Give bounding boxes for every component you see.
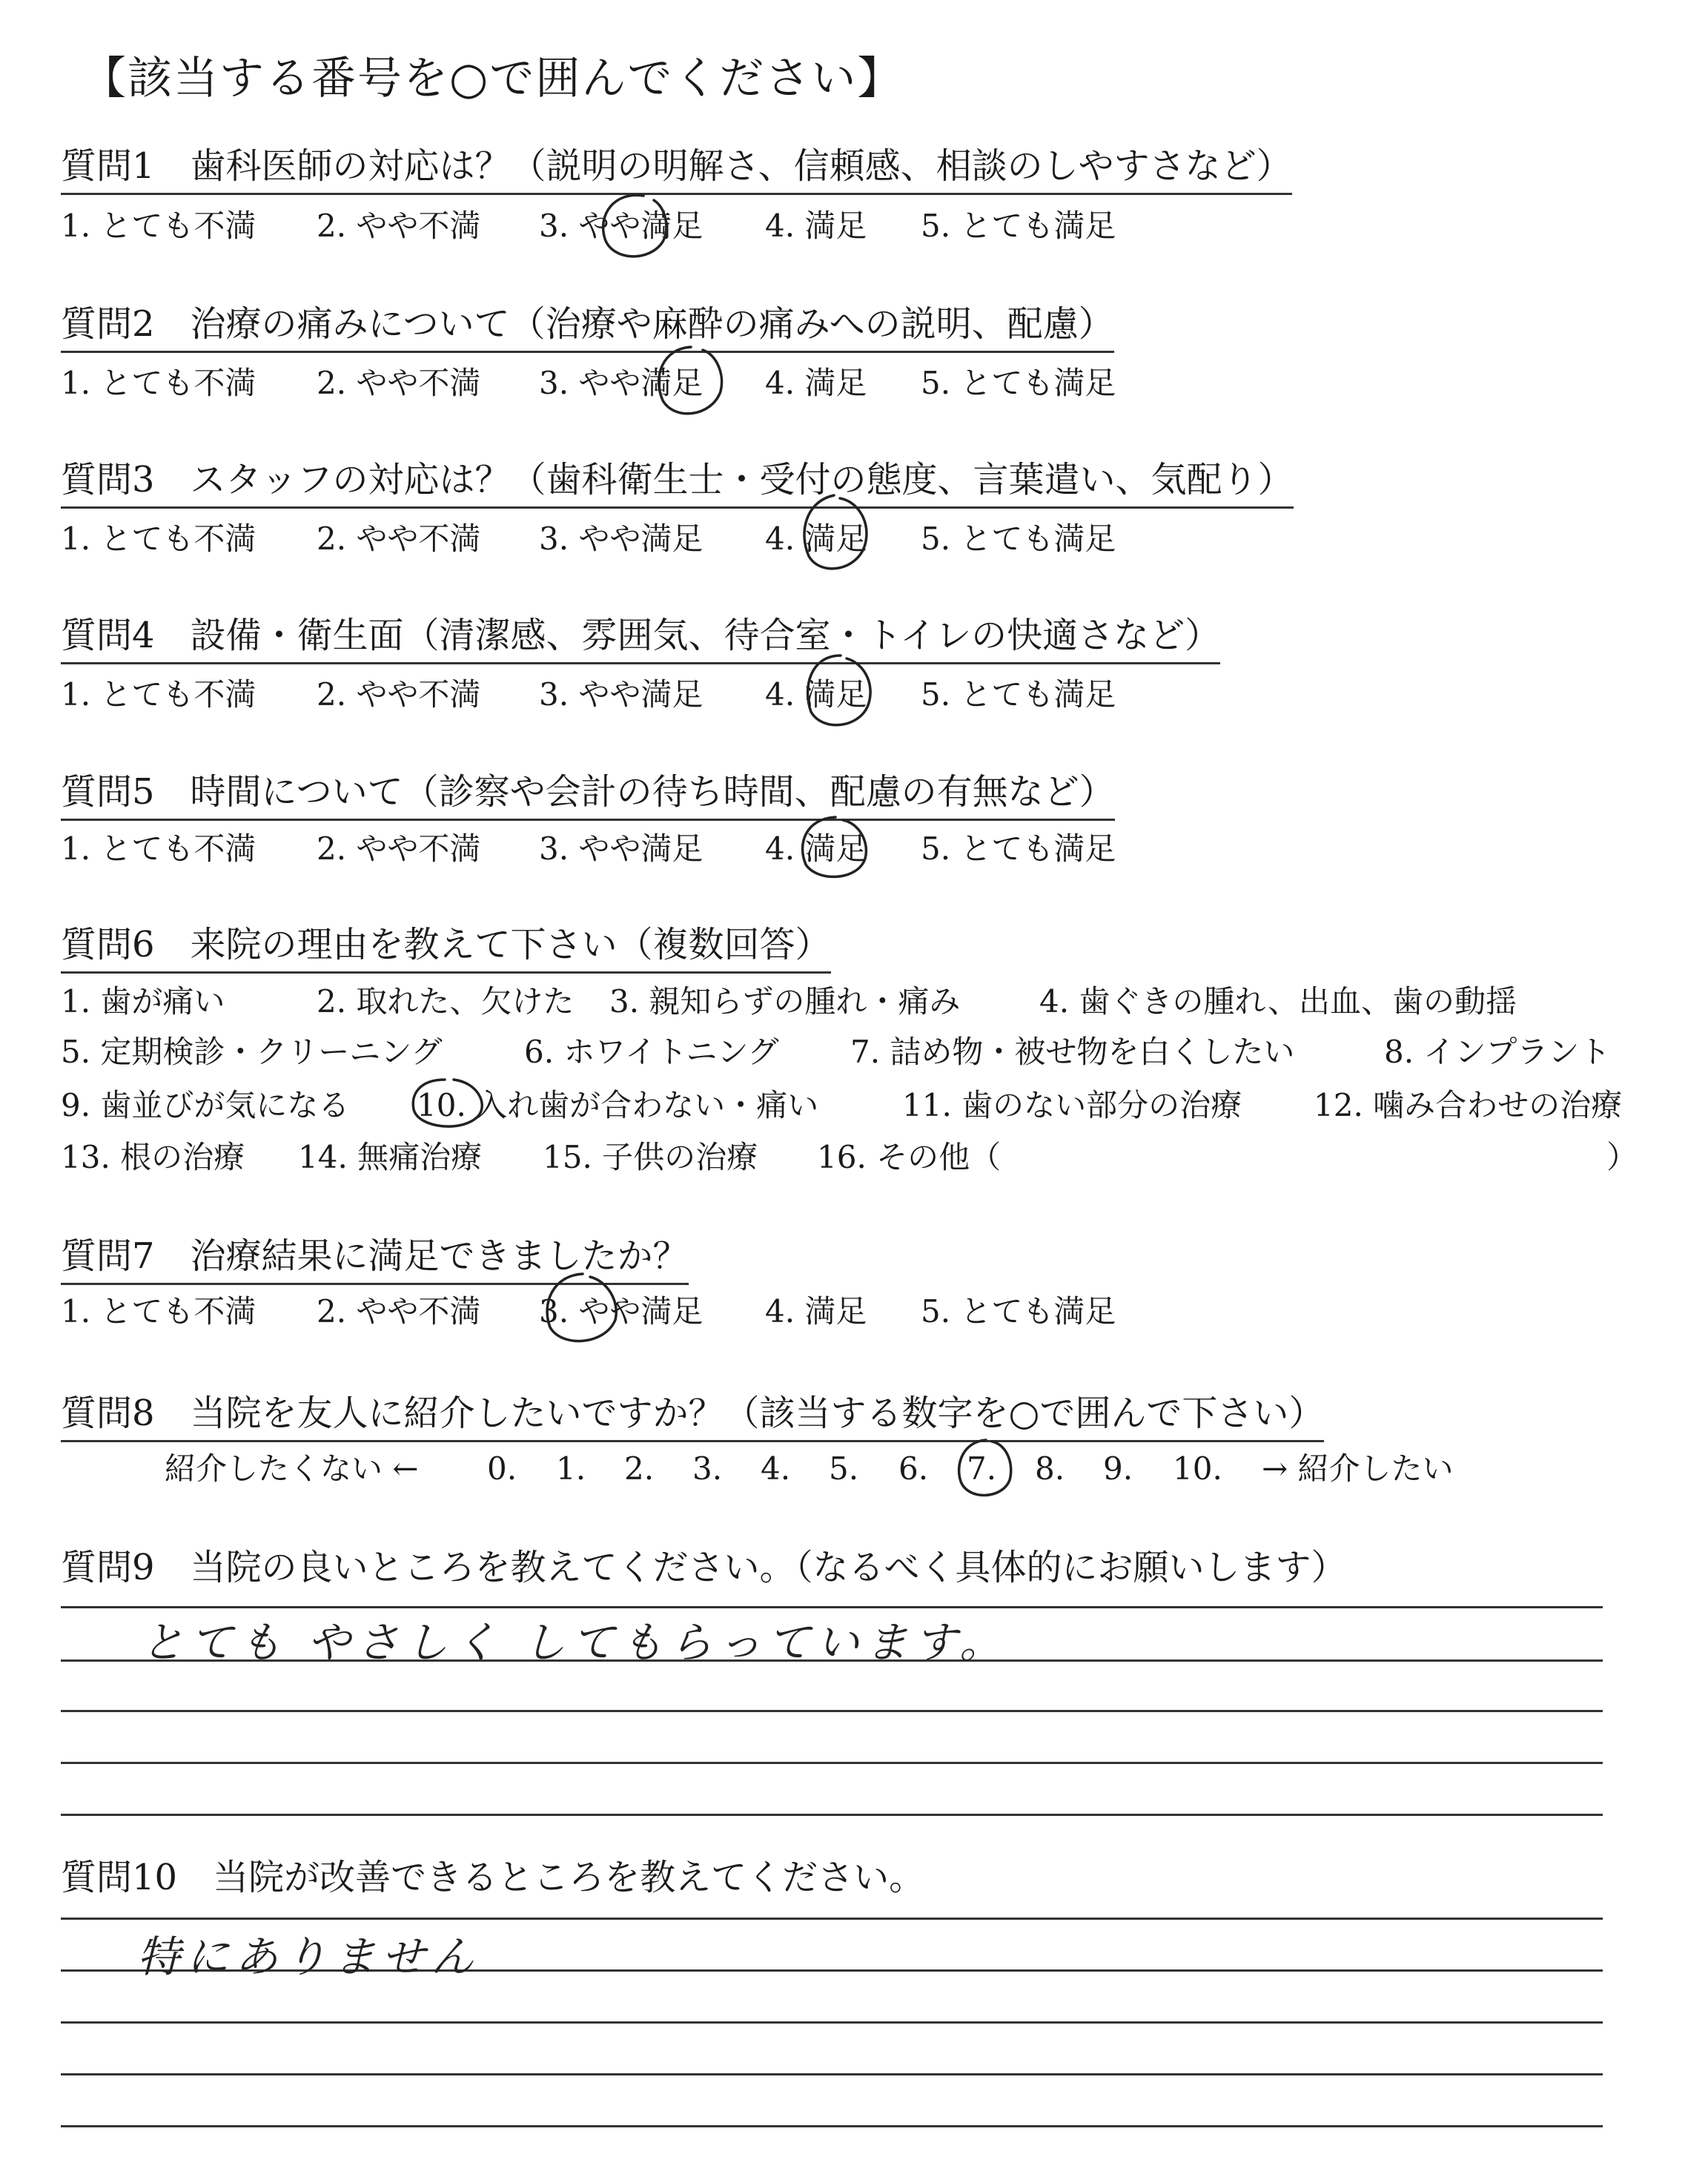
q4-option-3[interactable]: 3. やや満足 xyxy=(539,676,704,713)
q9-answer-line-4 xyxy=(61,1762,1603,1764)
q1-option-5[interactable]: 5. とても満足 xyxy=(921,208,1116,244)
q10-handwritten-answer[interactable]: 特にありません xyxy=(137,1932,480,1982)
q3-option-1[interactable]: 1. とても不満 xyxy=(61,521,256,557)
q10-answer-line-4 xyxy=(61,2073,1603,2075)
question-10-title: 質問10 当院が改善できるところを教えてください。 xyxy=(61,1857,925,1898)
question-9-title: 質問9 当院の良いところを教えてください。（なるべく具体的にお願いします） xyxy=(61,1547,1347,1588)
q6-reason-16[interactable]: 16. その他（ xyxy=(817,1139,1002,1175)
question-5-title: 質問5 時間について（診察や会計の待ち時間、配慮の有無など） xyxy=(61,774,1115,821)
q5-option-3[interactable]: 3. やや満足 xyxy=(539,830,704,867)
q9-answer-line-5 xyxy=(61,1814,1603,1816)
q6-reason-1[interactable]: 1. 歯が痛い xyxy=(61,983,225,1020)
q4-option-1[interactable]: 1. とても不満 xyxy=(61,676,256,713)
question-7-title: 質問7 治療結果に満足できましたか？ xyxy=(61,1238,689,1285)
q6-reason-5[interactable]: 5. 定期検診・クリーニング xyxy=(61,1034,443,1070)
question-8-scale xyxy=(61,1450,1618,1490)
q8-score-8[interactable]: 8. xyxy=(1035,1450,1065,1487)
question-6-title: 質問6 来院の理由を教えて下さい（複数回答） xyxy=(61,927,831,974)
q3-option-5[interactable]: 5. とても満足 xyxy=(921,521,1116,557)
q5-option-2[interactable]: 2. やや不満 xyxy=(317,830,481,867)
q5-option-5[interactable]: 5. とても満足 xyxy=(921,830,1116,867)
q5-option-1[interactable]: 1. とても不満 xyxy=(61,830,256,867)
q1-option-4[interactable]: 4. 満足 xyxy=(765,208,867,244)
q6-reason-14[interactable]: 14. 無痛治療 xyxy=(298,1139,483,1175)
q8-left-label: 紹介したくない ← xyxy=(165,1450,419,1487)
q6-reason-12[interactable]: 12. 噛み合わせの治療 xyxy=(1314,1087,1623,1123)
q4-option-4[interactable]: 4. 満足 xyxy=(765,676,867,713)
q3-option-2[interactable]: 2. やや不満 xyxy=(317,521,481,557)
q8-score-5[interactable]: 5. xyxy=(829,1450,859,1487)
q6-reason-16-close: ） xyxy=(1606,1139,1638,1175)
q6-reason-15[interactable]: 15. 子供の治療 xyxy=(543,1139,758,1175)
q6-reason-4[interactable]: 4. 歯ぐきの腫れ、出血、歯の動揺 xyxy=(1039,983,1517,1020)
q8-score-3[interactable]: 3. xyxy=(692,1450,723,1487)
q3-option-4[interactable]: 4. 満足 xyxy=(765,521,867,557)
q6-reason-7[interactable]: 7. 詰め物・被せ物を白くしたい xyxy=(850,1034,1295,1070)
q8-score-6[interactable]: 6. xyxy=(898,1450,929,1487)
q6-reason-13[interactable]: 13. 根の治療 xyxy=(61,1139,245,1175)
q2-option-3[interactable]: 3. やや満足 xyxy=(539,365,704,401)
question-2-title: 質問2 治療の痛みについて（治療や麻酔の痛みへの説明、配慮） xyxy=(61,306,1114,353)
q4-option-5[interactable]: 5. とても満足 xyxy=(921,676,1116,713)
q2-option-5[interactable]: 5. とても満足 xyxy=(921,365,1116,401)
q6-reason-6[interactable]: 6. ホワイトニング xyxy=(524,1034,779,1070)
question-1-title: 質問1 歯科医師の対応は？（説明の明解さ、信頼感、相談のしやすさなど） xyxy=(61,148,1292,195)
q6-reason-9[interactable]: 9. 歯並びが気になる xyxy=(61,1087,350,1123)
q10-answer-line-5 xyxy=(61,2125,1603,2127)
q9-handwritten-answer[interactable]: とても やさしく してもらっています。 xyxy=(141,1617,1009,1668)
q3-option-3[interactable]: 3. やや満足 xyxy=(539,521,704,557)
q8-score-1[interactable]: 1. xyxy=(556,1450,586,1487)
q7-option-5[interactable]: 5. とても満足 xyxy=(921,1293,1116,1330)
form-heading: 【該当する番号を○で囲んでください】 xyxy=(82,53,904,105)
q10-answer-line-3 xyxy=(61,2021,1603,2024)
q6-reason-8[interactable]: 8. インプラント xyxy=(1384,1034,1611,1070)
q2-option-1[interactable]: 1. とても不満 xyxy=(61,365,256,401)
question-8-title: 質問8 当院を友人に紹介したいですか？（該当する数字を○で囲んで下さい） xyxy=(61,1396,1324,1442)
q9-answer-line-3 xyxy=(61,1710,1603,1712)
question-4-title: 質問4 設備・衛生面（清潔感、雰囲気、待合室・トイレの快適さなど） xyxy=(61,618,1220,664)
q6-reason-10[interactable]: 10. 入れ歯が合わない・痛い xyxy=(417,1087,819,1123)
q2-option-4[interactable]: 4. 満足 xyxy=(765,365,867,401)
q1-option-1[interactable]: 1. とても不満 xyxy=(61,208,256,244)
q10-answer-line-1 xyxy=(61,1918,1603,1920)
q8-right-label: → 紹介したい xyxy=(1262,1450,1454,1487)
q5-option-4[interactable]: 4. 満足 xyxy=(765,830,867,867)
q2-option-2[interactable]: 2. やや不満 xyxy=(317,365,481,401)
q6-reason-2[interactable]: 2. 取れた、欠けた xyxy=(317,983,575,1020)
q1-option-3[interactable]: 3. やや満足 xyxy=(539,208,704,244)
q7-option-1[interactable]: 1. とても不満 xyxy=(61,1293,256,1330)
q8-score-10[interactable]: 10. xyxy=(1173,1450,1222,1487)
q6-reason-3[interactable]: 3. 親知らずの腫れ・痛み xyxy=(609,983,961,1020)
q7-option-3[interactable]: 3. やや満足 xyxy=(539,1293,704,1330)
q8-score-2[interactable]: 2. xyxy=(624,1450,655,1487)
question-3-title: 質問3 スタッフの対応は？（歯科衛生士・受付の態度、言葉遣い、気配り） xyxy=(61,462,1294,509)
q1-option-2[interactable]: 2. やや不満 xyxy=(317,208,481,244)
q4-option-2[interactable]: 2. やや不満 xyxy=(317,676,481,713)
q6-reason-11[interactable]: 11. 歯のない部分の治療 xyxy=(902,1087,1242,1123)
q7-option-4[interactable]: 4. 満足 xyxy=(765,1293,867,1330)
q8-score-7[interactable]: 7. xyxy=(967,1450,997,1487)
q8-score-4[interactable]: 4. xyxy=(761,1450,791,1487)
q7-option-2[interactable]: 2. やや不満 xyxy=(317,1293,481,1330)
q8-score-9[interactable]: 9. xyxy=(1103,1450,1133,1487)
q8-score-0[interactable]: 0. xyxy=(487,1450,517,1487)
